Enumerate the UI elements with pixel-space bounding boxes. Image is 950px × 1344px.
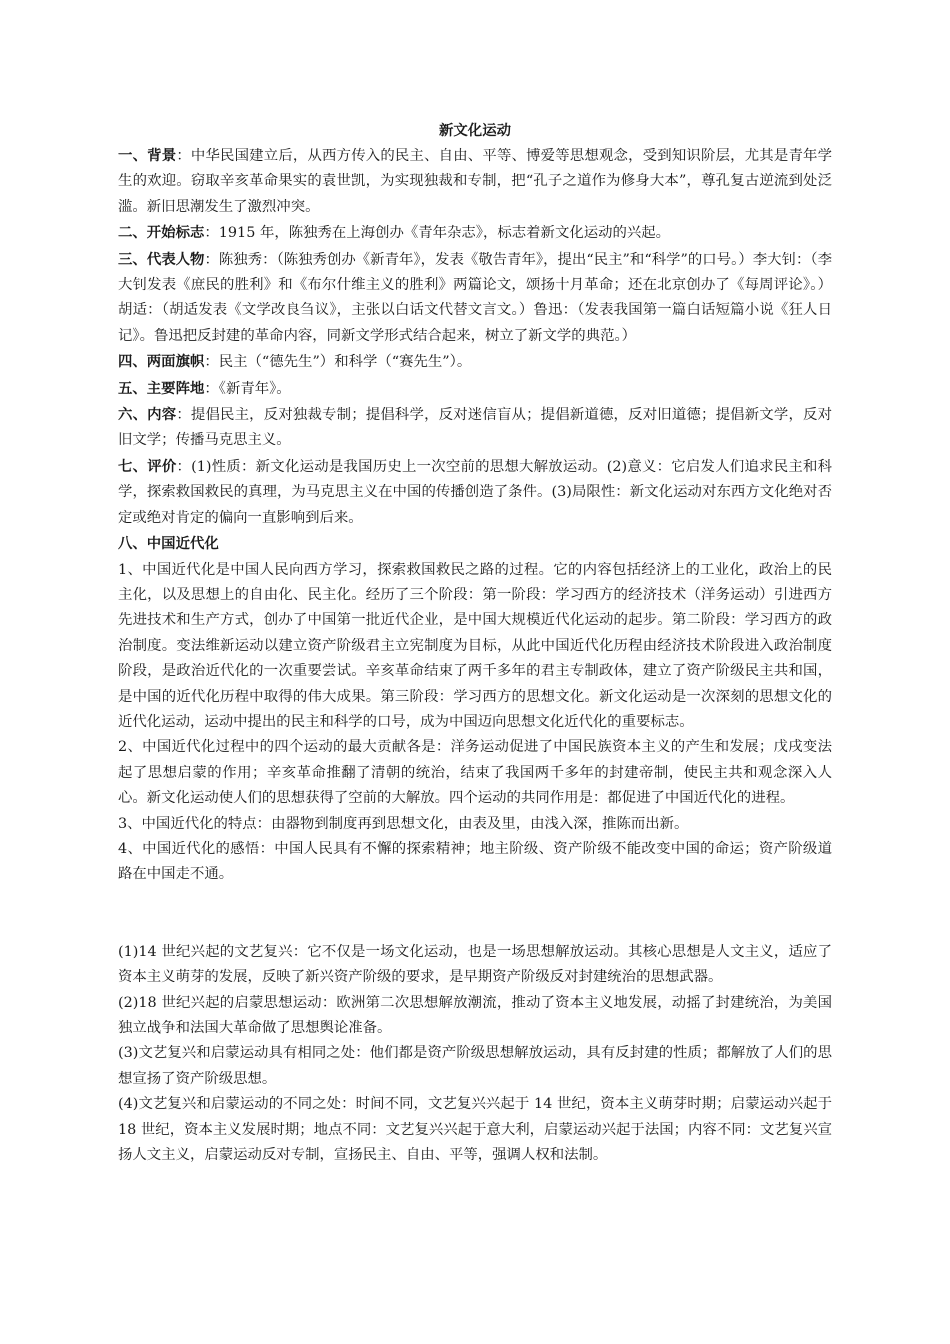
section-text: ：《新青年》。	[204, 380, 291, 397]
section-heading: 三、代表人物	[118, 250, 205, 268]
blank-gap	[118, 888, 832, 940]
modernization-item: 4、中国近代化的感悟：中国人民具有不懈的探索精神；地主阶级、资产阶级不能改变中国的命运；资产阶级道路在中国走不通。	[118, 840, 832, 883]
section-start-mark	[118, 220, 832, 246]
section-text: ：中华民国建立后，从西方传入的民主、自由、平等、博爱等思想观念，受到知识阶层，尤其是青年学生的欢迎。窃取辛亥革命果实的袁世凯，为实现独裁和专制，把“孔子之道作为修身大本”，尊孔复古逆流到处泛滥。新旧思潮发生了激烈冲突。	[118, 148, 832, 215]
section-modernization	[118, 531, 832, 557]
document-title: 新文化运动	[439, 122, 511, 139]
europe-item: (1)14 世纪兴起的文艺复兴：它不仅是一场文化运动，也是一场思想解放运动。其核心思想是人文主义，适应了资本主义萌芽的发展，反映了新兴资产阶级的要求，是早期资产阶级反对封建统治的思想武器。	[118, 943, 832, 986]
section-heading: 二、开始标志	[118, 224, 205, 242]
section-text: ：民主（“德先生”）和科学（“赛先生”）。	[204, 354, 472, 371]
section-text: ：提倡民主，反对独裁专制；提倡科学，反对迷信盲从；提倡新道德，反对旧道德；提倡新文学，反对旧文学；传播马克思主义。	[118, 407, 832, 449]
modernization-item: 3、中国近代化的特点：由器物到制度再到思想文化，由表及里，由浅入深，推陈而出新。	[118, 815, 689, 832]
section-heading: 一、背景	[118, 147, 177, 164]
section-main-position	[118, 376, 832, 402]
section-banners	[118, 349, 832, 375]
section-evaluation	[118, 454, 832, 531]
section-text: ：陈独秀：（陈独秀创办《新青年》，发表《敬告青年》，提出“民主”和“科学”的口号。）李大钊：（李大钊发表《庶民的胜利》和《布尔什维主义的胜利》两篇论文，颂扬十月革命；还在北京创办了《每周评论》。）胡适：（胡适发表《文学改良刍议》，主张以白话文代替文言文。）鲁迅：（发表我国第一篇白话短篇小说《狂人日记》。鲁迅把反封建的革命内容，同新文学形式结合起来，树立了新文学的典范。）	[118, 251, 832, 344]
section-background	[118, 143, 832, 220]
section-representatives	[118, 247, 832, 350]
section-content	[118, 402, 832, 454]
section-heading: 八、中国近代化	[118, 535, 219, 553]
europe-item: (2)18 世纪兴起的启蒙思想运动：欧洲第二次思想解放潮流，推动了资本主义地发展，动摇了封建统治，为美国独立战争和法国大革命做了思想舆论准备。	[118, 994, 832, 1036]
section-heading: 七、评价	[118, 457, 177, 475]
section-text: ：1915 年，陈独秀在上海创办《青年杂志》，标志着新文化运动的兴起。	[204, 225, 671, 242]
modernization-item: 1、中国近代化是中国人民向西方学习，探索救国救民之路的过程。它的内容包括经济上的工业化，政治上的民主化，以及思想上的自由化、民主化。经历了三个阶段：第一阶段：学习西方的经济技术（洋务运动）引进西方先进技术和生产方式，创办了中国第一批近代企业，是中国大规模近代化运动的起步。第二阶段：学习西方的政治制度。变法维新运动以建立资产阶级君主立宪制度为目标，从此中国近代化历程由经济技术阶段进入政治制度阶段，是政治近代化的一次重要尝试。辛亥革命结束了两千多年的君主专制政体，建立了资产阶级民主共和国，是中国的近代化历程中取得的伟大成果。第三阶段：学习西方的思想文化。新文化运动是一次深刻的思想文化的近代化运动，运动中提出的民主和科学的口号，成为中国迈向思想文化近代化的重要标志。	[118, 561, 832, 730]
section-heading: 五、主要阵地	[118, 379, 205, 397]
modernization-item: 2、中国近代化过程中的四个运动的最大贡献各是：洋务运动促进了中国民族资本主义的产生和发展；戊戌变法起了思想启蒙的作用；辛亥革命推翻了清朝的统治，结束了我国两千多年的封建帝制，使民主共和观念深入人心。新文化运动使人们的思想获得了空前的大解放。四个运动的共同作用是：都促进了中国近代化的进程。	[118, 739, 832, 807]
europe-item: (4)文艺复兴和启蒙运动的不同之处：时间不同，文艺复兴兴起于 14 世纪，资本主义萌芽时期；启蒙运动兴起于 18 世纪，资本主义发展时期；地点不同：文艺复兴兴起于意大利，启蒙运动兴起于法国；内容不同：文艺复兴宣扬人文主义，启蒙运动反对专制，宣扬民主、自由、平等，强调人权和法制。	[118, 1096, 832, 1164]
document-page	[118, 118, 832, 1168]
section-text: ：(1)性质：新文化运动是我国历史上一次空前的思想大解放运动。(2)意义：它启发人们追求民主和科学，探索救国救民的真理，为马克思主义在中国的传播创造了条件。(3)局限性：新文化运动对东西方文化绝对否定或绝对肯定的偏向一直影响到后来。	[118, 458, 832, 526]
section-heading: 六、内容	[118, 406, 177, 424]
section-heading: 四、两面旗帜	[118, 353, 205, 371]
europe-item: (3)文艺复兴和启蒙运动具有相同之处：他们都是资产阶级思想解放运动，具有反封建的性质；都解放了人们的思想宣扬了资产阶级思想。	[118, 1045, 832, 1087]
